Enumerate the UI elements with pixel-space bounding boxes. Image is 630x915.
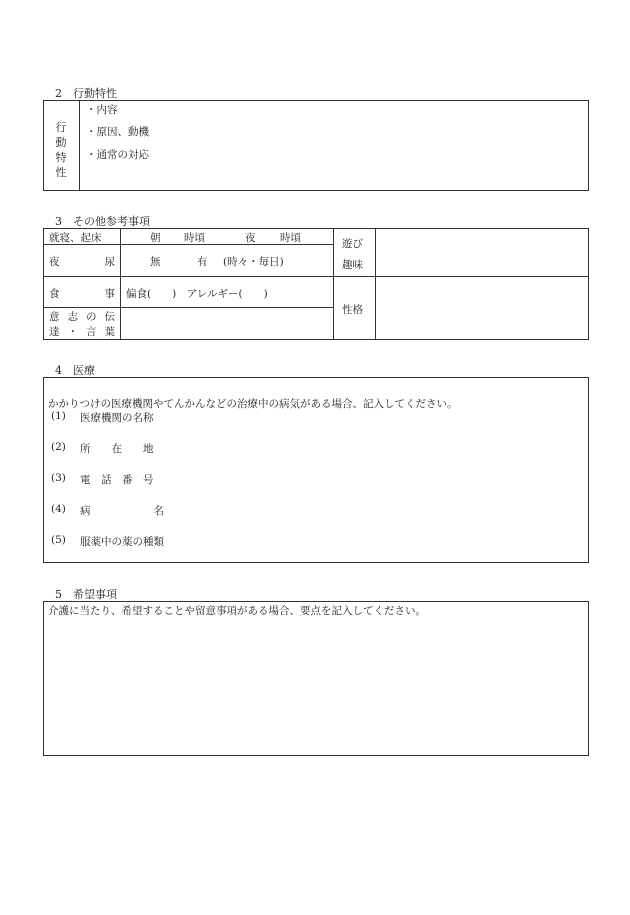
communication-label-line1 xyxy=(49,309,115,324)
medical-item-num: (1) xyxy=(51,410,66,422)
meals-char: 食 xyxy=(49,288,60,300)
communication-char: 志 xyxy=(67,311,78,323)
communication-char: ・ xyxy=(67,326,78,338)
communication-char: 意 xyxy=(49,311,60,323)
section5-heading: 5 希望事項 xyxy=(55,588,117,601)
behavior-item-cause: ・原因、動機 xyxy=(86,126,149,138)
medical-intro: かかりつけの医療機関やてんかんなどの治療中の病気がある場合、記入してください。 xyxy=(48,398,458,410)
medical-item-num: (3) xyxy=(51,472,66,484)
behavior-side-label xyxy=(54,120,68,180)
table-hline xyxy=(43,276,589,277)
communication-label-line2 xyxy=(49,324,115,339)
medical-item-label: 医療機関の名称 xyxy=(80,412,154,424)
section4-heading: 4 医療 xyxy=(55,364,95,377)
medical-item-label: 電 話 番 号 xyxy=(80,474,154,486)
behavior-side-char: 性 xyxy=(55,166,67,179)
morning-time-label: 時頃 xyxy=(184,232,205,244)
medical-item-num: (2) xyxy=(51,441,66,453)
behavior-divider xyxy=(79,100,80,191)
behavior-side-char: 行 xyxy=(55,121,67,134)
bedwetting-char: 尿 xyxy=(104,256,115,268)
medical-item-label: 所 在 地 xyxy=(80,443,154,455)
communication-char: 達 xyxy=(49,326,60,338)
requests-box xyxy=(43,601,589,756)
communication-char: 伝 xyxy=(104,311,115,323)
requests-intro: 介護に当たり、希望することや留意事項がある場合、要点を記入してください。 xyxy=(48,605,426,617)
night-label: 夜 xyxy=(245,232,256,244)
medical-item-label: 病 名 xyxy=(80,505,164,517)
behavior-side-char: 特 xyxy=(55,151,67,164)
bedwetting-char: 夜 xyxy=(49,256,60,268)
none-option: 無 xyxy=(150,256,161,268)
medical-item-label: 服薬中の薬の種類 xyxy=(80,536,164,548)
bedwetting-label xyxy=(49,254,115,269)
communication-char: の xyxy=(86,311,97,323)
behavior-side-char: 動 xyxy=(55,136,67,149)
section3-heading: 3 その他参考事項 xyxy=(55,215,150,228)
morning-label: 朝 xyxy=(150,232,161,244)
table-vline xyxy=(375,228,376,340)
meals-label xyxy=(49,286,115,301)
frequency-option: (時々・毎日) xyxy=(223,256,284,268)
personality-label: 性格 xyxy=(342,304,363,316)
meals-char: 事 xyxy=(104,288,115,300)
behavior-table xyxy=(43,100,589,191)
play-label: 遊び xyxy=(342,238,363,250)
yes-option: 有 xyxy=(197,256,208,268)
communication-char: 葉 xyxy=(104,326,115,338)
table-vline xyxy=(333,228,334,340)
communication-char: 言 xyxy=(86,326,97,338)
behavior-item-content: ・内容 xyxy=(86,104,118,116)
section2-heading: 2 行動特性 xyxy=(55,87,117,100)
medical-item-num: (5) xyxy=(51,534,66,546)
picky-allergy-text: 偏食( ) アレルギー( ) xyxy=(126,288,268,300)
table-hline xyxy=(43,307,333,308)
hobby-label: 趣味 xyxy=(342,259,363,271)
night-time-label: 時頃 xyxy=(280,232,301,244)
behavior-item-response: ・通常の対応 xyxy=(86,149,149,161)
sleep-wake-label: 就寝、起床 xyxy=(49,232,102,244)
medical-item-num: (4) xyxy=(51,503,66,515)
